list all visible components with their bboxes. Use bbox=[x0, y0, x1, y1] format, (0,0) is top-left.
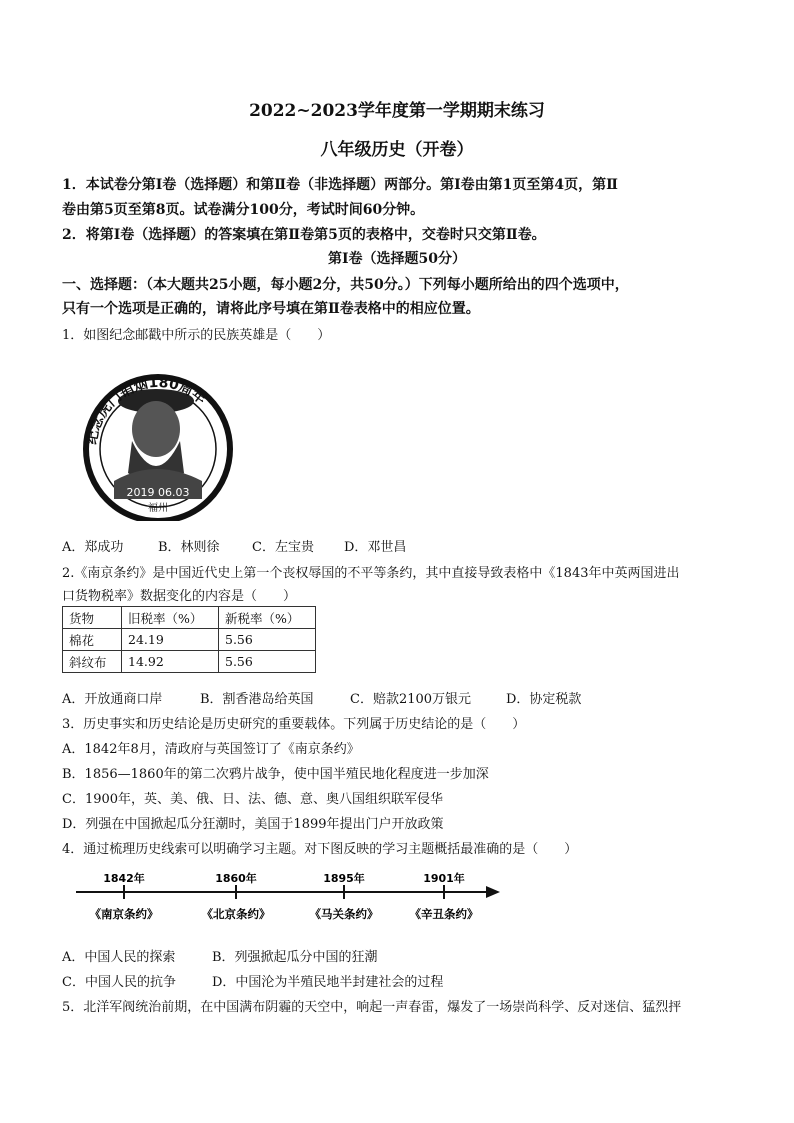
q5-stem: 5．北洋军阀统治前期，在中国满布阴霾的天空中，响起一声春雷，爆发了一场崇尚科学、反对迷信、猛烈抨 bbox=[62, 1000, 682, 1015]
timeline-year: 1842年 bbox=[103, 872, 145, 885]
table-header-cell: 旧税率（%） bbox=[122, 607, 219, 629]
table-row bbox=[63, 629, 316, 651]
table-row bbox=[63, 651, 316, 673]
stamp-city: 福州 bbox=[148, 503, 168, 514]
table-cell: 5.56 bbox=[219, 629, 316, 651]
q2-option-b: B．割香港岛给英国 bbox=[200, 692, 314, 707]
q2-option-c: C．赔款2100万银元 bbox=[350, 692, 472, 707]
section-intro-2: 只有一个选项是正确的，请将此序号填在第Ⅱ卷表格中的相应位置。 bbox=[62, 301, 480, 317]
q3-option-d: D．列强在中国掀起瓜分狂潮时，美国于1899年提出门户开放政策 bbox=[62, 817, 444, 832]
table-header-cell: 新税率（%） bbox=[219, 607, 316, 629]
q2-option-a: A．开放通商口岸 bbox=[62, 692, 163, 707]
stamp-date: 2019 06.03 bbox=[126, 486, 190, 499]
q3-stem: 3．历史事实和历史结论是历史研究的重要载体。下列属于历史结论的是（ ） bbox=[62, 717, 526, 732]
table-cell: 斜纹布 bbox=[63, 651, 122, 673]
timeline-treaty: 《辛丑条约》 bbox=[409, 907, 479, 921]
q1-option-d: D．邓世昌 bbox=[344, 540, 407, 555]
table-header-row bbox=[63, 607, 316, 629]
q3-option-c: C．1900年，英、美、俄、日、法、德、意、奥八国组织联军侵华 bbox=[62, 792, 444, 807]
timeline-year: 1860年 bbox=[215, 872, 257, 885]
q1-option-b: B．林则徐 bbox=[158, 540, 220, 555]
q4-option-b: B．列强掀起瓜分中国的狂潮 bbox=[212, 950, 378, 965]
timeline-treaty: 《北京条约》 bbox=[201, 907, 271, 921]
timeline-treaty: 《南京条约》 bbox=[89, 907, 159, 921]
timeline-treaty: 《马关条约》 bbox=[309, 907, 379, 921]
instruction-line-3: 2．将第Ⅰ卷（选择题）的答案填在第Ⅱ卷第5页的表格中，交卷时只交第Ⅱ卷。 bbox=[62, 227, 546, 243]
timeline-year: 1901年 bbox=[423, 872, 465, 885]
q1-option-a: A．郑成功 bbox=[62, 540, 124, 555]
q1-option-c: C．左宝贵 bbox=[252, 540, 314, 555]
instruction-line-1: 1．本试卷分第Ⅰ卷（选择题）和第Ⅱ卷（非选择题）两部分。第Ⅰ卷由第1页至第4页，第Ⅱ bbox=[62, 177, 618, 193]
section-heading: 第Ⅰ卷（选择题50分） bbox=[327, 251, 467, 267]
tax-rate-table bbox=[62, 606, 316, 673]
q4-option-c: C．中国人民的抗争 bbox=[62, 975, 176, 990]
table-cell: 棉花 bbox=[63, 629, 122, 651]
table-cell: 14.92 bbox=[122, 651, 219, 673]
q4-option-a: A．中国人民的探索 bbox=[62, 950, 176, 965]
timeline-arrow bbox=[486, 886, 500, 898]
q3-option-a: A．1842年8月，清政府与英国签订了《南京条约》 bbox=[62, 742, 360, 757]
instruction-line-2: 卷由第5页至第8页。试卷满分100分，考试时间60分钟。 bbox=[62, 202, 425, 218]
stamp-arc-text: 纪念虎门销烟180周年 bbox=[83, 374, 209, 446]
exam-subtitle: 八年级历史（开卷） bbox=[320, 140, 474, 160]
timeline-year: 1895年 bbox=[323, 872, 365, 885]
treaty-timeline bbox=[76, 870, 506, 930]
exam-title: 2022~2023学年度第一学期期末练习 bbox=[249, 101, 545, 121]
q3-option-b: B．1856—1860年的第二次鸦片战争，使中国半殖民地化程度进一步加深 bbox=[62, 767, 489, 782]
q1-stem: 1．如图纪念邮戳中所示的民族英雄是（ ） bbox=[62, 328, 331, 343]
commemorative-stamp-image bbox=[74, 361, 244, 521]
q4-option-d: D．中国沦为半殖民地半封建社会的过程 bbox=[212, 975, 444, 990]
q4-stem: 4．通过梳理历史线索可以明确学习主题。对下图反映的学习主题概括最准确的是（ ） bbox=[62, 842, 578, 857]
q2-stem-line-2: 口货物税率》数据变化的内容是（ ） bbox=[62, 589, 297, 604]
table-cell: 5.56 bbox=[219, 651, 316, 673]
table-header-cell: 货物 bbox=[63, 607, 122, 629]
q2-option-d: D．协定税款 bbox=[506, 692, 582, 707]
table-cell: 24.19 bbox=[122, 629, 219, 651]
section-intro-1: 一、选择题：（本大题共25小题，每小题2分，共50分。）下列每小题所给出的四个选项中， bbox=[62, 277, 629, 293]
q2-stem-line-1: 2.《南京条约》是中国近代史上第一个丧权辱国的不平等条约，其中直接导致表格中《1843年中英两国进出 bbox=[62, 566, 680, 581]
